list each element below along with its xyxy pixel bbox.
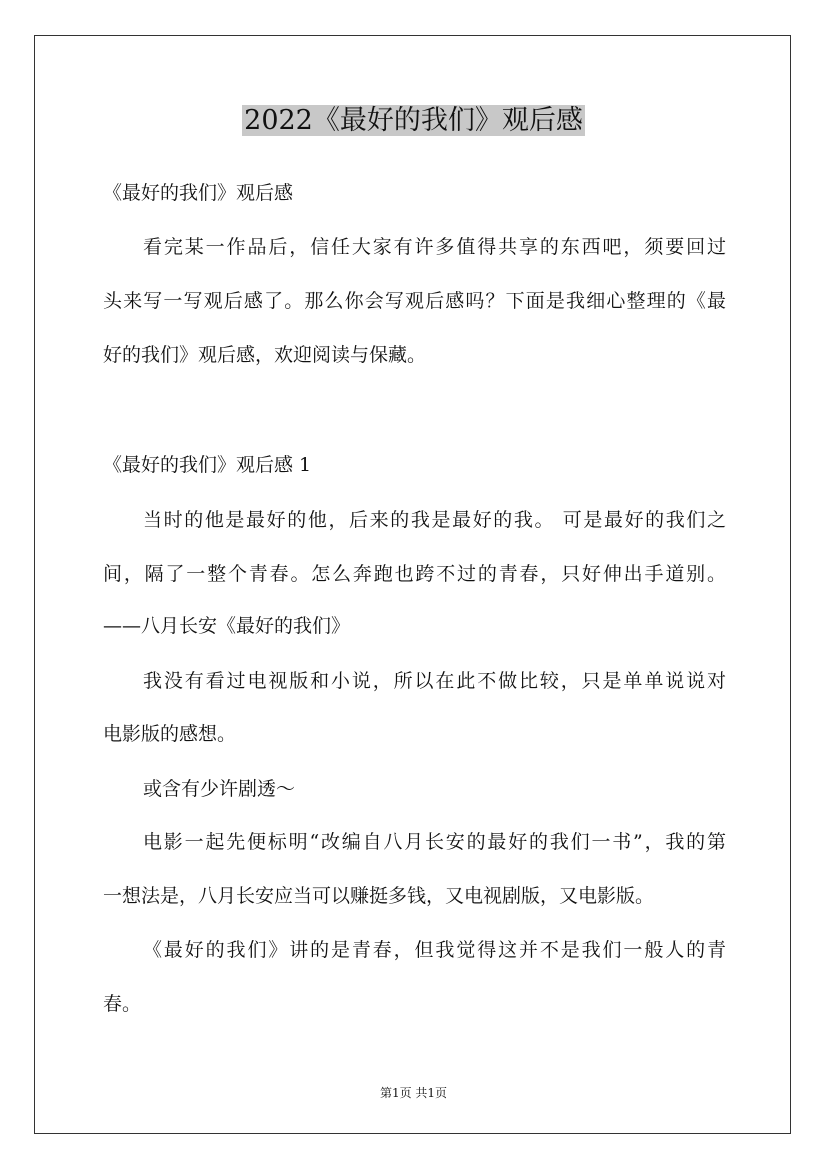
document-title-text: 2022《最好的我们》观后感 (244, 105, 583, 136)
page-number: 第1页 共1页 (379, 1086, 448, 1100)
paragraph-line: 一想法是，八月长安应当可以赚挺多钱，又电视剧版，又电影版。 (103, 885, 655, 907)
paragraph-line: 我没有看过电视版和小说，所以在此不做比较，只是单单说说对 (143, 670, 726, 692)
paragraph-line: 看完某一作品后，信任大家有许多值得共享的东西吧，须要回过 (143, 236, 726, 258)
paragraph-line: 好的我们》观后感，欢迎阅读与保藏。 (103, 344, 427, 366)
paragraph-line: 春。 (103, 993, 142, 1015)
paragraph-line: 当时的他是最好的他，后来的我是最好的我。 可是最好的我们之 (143, 509, 726, 531)
paragraph-line: 《最好的我们》讲的是青春，但我觉得这并不是我们一般人的青 (143, 939, 726, 961)
paragraph-line: 电影版的感想。 (103, 723, 237, 745)
paragraph-line: 电影一起先便标明“改编自八月长安的最好的我们一书”，我的第 (143, 831, 726, 853)
paragraph-line: 头来写一写观后感了。那么你会写观后感吗？下面是我细心整理的《最 (103, 290, 726, 312)
document-title (0, 100, 827, 142)
subtitle: 《最好的我们》观后感 (103, 182, 294, 204)
paragraph-line: 间，隔了一整个青春。怎么奔跑也跨不过的青春，只好伸出手道别。 (103, 563, 726, 585)
paragraph-line: ——八月长安《最好的我们》 (103, 615, 351, 637)
paragraph-line: 或含有少许剧透～ (143, 778, 296, 800)
section-heading: 《最好的我们》观后感 1 (103, 454, 312, 476)
